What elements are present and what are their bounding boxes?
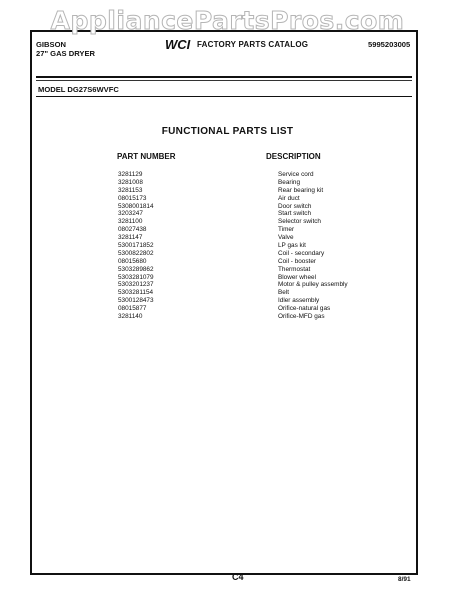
part-number-cell: 5300822802 [118,249,154,257]
part-number-cell: 08015173 [118,194,147,202]
part-number-cell: 3281147 [118,234,143,242]
part-number-cell: 5303289862 [118,265,154,273]
part-description-cell: Orifice-MFD gas [278,313,325,321]
header-left [36,40,95,58]
part-number-cell: 3281140 [118,313,143,321]
part-number-cell: 5300171852 [118,242,154,250]
watermark: AppliancePartsPros.com [50,6,405,35]
wci-logo [164,37,194,51]
wci-logo-text: WCI [165,37,191,51]
description-column [278,171,348,321]
part-number-column [118,171,154,321]
part-description-cell: Idler assembly [278,297,320,305]
part-description-cell: Orifice-natural gas [278,305,331,313]
product-name: 27" GAS DRYER [36,49,96,58]
part-number-cell: 3281129 [118,171,143,178]
part-number-cell: 5300128473 [118,297,154,305]
part-description-cell: Coil - secondary [278,249,325,257]
page-border [30,30,418,575]
catalog-number: 5995203005 [368,40,411,49]
part-description-cell: Thermostat [278,265,311,273]
part-description-cell: Timer [278,226,295,234]
model-rule [36,96,412,97]
part-description-cell: Selector switch [278,218,321,226]
part-number-cell: 3281153 [118,186,143,194]
part-number-cell: 3281100 [118,218,143,226]
part-number-cell: 5308001814 [118,202,154,210]
description-header: DESCRIPTION [266,152,321,161]
part-number-header: PART NUMBER [117,152,176,161]
part-description-cell: LP gas kit [278,242,306,250]
part-number-cell: 5303281079 [118,273,154,281]
catalog-title: FACTORY PARTS CATALOG [197,40,309,49]
part-description-cell: Coil - booster [278,257,317,265]
part-number-cell: 08015680 [118,257,147,265]
model-number: MODEL DG27S6WVFC [38,85,119,94]
part-number-cell: 08027438 [118,226,147,234]
part-description-cell: Belt [278,289,290,297]
brand-name: GIBSON [36,40,66,49]
part-number-cell: 3203247 [118,210,143,218]
part-number-cell: 5303281154 [118,289,154,297]
footer-date: 8/91 [398,576,411,583]
header-rule [36,76,412,78]
part-description-cell: Blower wheel [278,273,317,281]
part-description-cell: Start switch [278,210,312,218]
part-description-cell: Rear bearing kit [278,186,324,194]
header-rule-thin [36,80,412,81]
part-description-cell: Valve [278,234,294,242]
part-description-cell: Motor & pulley assembly [278,281,348,289]
part-description-cell: Service cord [278,171,314,178]
part-description-cell: Bearing [278,178,301,186]
section-title: FUNCTIONAL PARTS LIST [161,126,294,137]
part-description-cell: Air duct [278,194,300,202]
part-number-cell: 3281008 [118,178,143,186]
part-number-cell: 5303201237 [118,281,154,289]
page-label: C4 [232,572,244,582]
part-number-cell: 08015877 [118,305,147,313]
part-description-cell: Door switch [278,202,312,210]
